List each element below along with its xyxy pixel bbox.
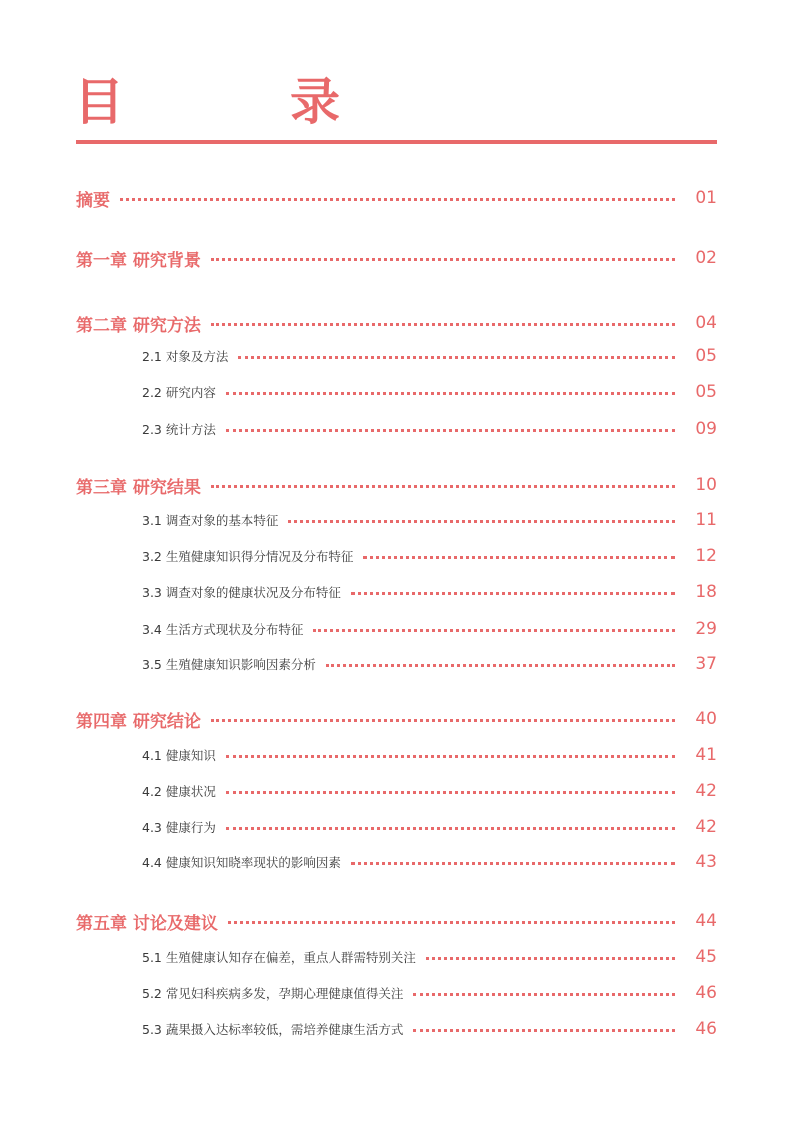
toc-page-number: 18 xyxy=(695,582,717,602)
toc-entry-label: 2.3 统计方法 xyxy=(142,422,216,437)
toc-entry-label: 第一章 研究背景 xyxy=(76,250,201,271)
toc-entry-label: 3.5 生殖健康知识影响因素分析 xyxy=(142,657,316,672)
toc-page-number: 02 xyxy=(695,248,717,268)
toc-entry-label: 4.3 健康行为 xyxy=(142,820,216,835)
toc-page-number: 01 xyxy=(695,188,717,208)
dot-leader xyxy=(211,719,675,722)
dot-leader xyxy=(351,862,675,865)
toc-entry-3-5[interactable] xyxy=(142,651,717,677)
dot-leader xyxy=(426,957,675,960)
dot-leader xyxy=(326,664,675,667)
toc-entry-chapter-4[interactable] xyxy=(76,706,717,732)
toc-page-number: 44 xyxy=(695,911,717,931)
toc-entry-3-3[interactable] xyxy=(142,579,717,605)
toc-page-number: 10 xyxy=(695,475,717,495)
toc-entry-chapter-5[interactable] xyxy=(76,908,717,934)
toc-entry-label: 第三章 研究结果 xyxy=(76,477,201,498)
toc-entry-label: 2.2 研究内容 xyxy=(142,385,216,400)
dot-leader xyxy=(226,755,675,758)
dot-leader xyxy=(226,392,675,395)
dot-leader xyxy=(413,993,675,996)
toc-entry-3-2[interactable] xyxy=(142,543,717,569)
toc-entry-3-1[interactable] xyxy=(142,507,717,533)
dot-leader xyxy=(120,198,675,201)
toc-page-number: 40 xyxy=(695,709,717,729)
toc-page-number: 04 xyxy=(695,313,717,333)
page-title: 目 录 xyxy=(74,73,398,131)
toc-entry-label: 5.3 蔬果摄入达标率较低，需培养健康生活方式 xyxy=(142,1022,404,1037)
toc-page-number: 41 xyxy=(695,745,717,765)
toc-page-number: 42 xyxy=(695,817,717,837)
toc-entry-4-2[interactable] xyxy=(142,778,717,804)
toc-entry-2-1[interactable] xyxy=(142,343,717,369)
toc-entry-4-3[interactable] xyxy=(142,814,717,840)
toc-entry-abstract[interactable] xyxy=(76,185,717,211)
toc-entry-label: 5.2 常见妇科疾病多发，孕期心理健康值得关注 xyxy=(142,986,404,1001)
toc-entry-label: 3.4 生活方式现状及分布特征 xyxy=(142,622,304,637)
toc-entry-3-4[interactable] xyxy=(142,616,717,642)
toc-entry-5-3[interactable] xyxy=(142,1016,717,1042)
toc-entry-5-1[interactable] xyxy=(142,944,717,970)
toc-entry-2-2[interactable] xyxy=(142,379,717,405)
toc-entry-5-2[interactable] xyxy=(142,980,717,1006)
toc-page-number: 11 xyxy=(695,510,717,530)
toc-entry-chapter-1[interactable] xyxy=(76,245,717,271)
toc-entry-chapter-2[interactable] xyxy=(76,310,717,336)
toc-entry-label: 4.2 健康状况 xyxy=(142,784,216,799)
toc-page-number: 43 xyxy=(695,852,717,872)
toc-entry-4-4[interactable] xyxy=(142,849,717,875)
toc-page-number: 37 xyxy=(695,654,717,674)
toc-page-number: 46 xyxy=(695,983,717,1003)
dot-leader xyxy=(351,592,675,595)
toc-entry-label: 4.4 健康知识知晓率现状的影响因素 xyxy=(142,855,341,870)
toc-page-number: 29 xyxy=(695,619,717,639)
toc-page-number: 12 xyxy=(695,546,717,566)
dot-leader xyxy=(226,791,675,794)
toc-entry-4-1[interactable] xyxy=(142,742,717,768)
dot-leader xyxy=(211,323,675,326)
dot-leader xyxy=(228,921,675,924)
toc-entry-label: 5.1 生殖健康认知存在偏差，重点人群需特别关注 xyxy=(142,950,416,965)
dot-leader xyxy=(413,1029,675,1032)
toc-entry-label: 3.3 调查对象的健康状况及分布特征 xyxy=(142,585,341,600)
dot-leader xyxy=(226,827,675,830)
toc-entry-label: 2.1 对象及方法 xyxy=(142,349,229,364)
dot-leader xyxy=(226,429,675,432)
dot-leader xyxy=(313,629,675,632)
toc-page-number: 09 xyxy=(695,419,717,439)
toc-page-number: 05 xyxy=(695,382,717,402)
toc-entry-label: 4.1 健康知识 xyxy=(142,748,216,763)
toc-page-number: 42 xyxy=(695,781,717,801)
dot-leader xyxy=(211,485,675,488)
toc-page-number: 45 xyxy=(695,947,717,967)
dot-leader xyxy=(288,520,675,523)
dot-leader xyxy=(211,258,675,261)
toc-entry-2-3[interactable] xyxy=(142,416,717,442)
toc-entry-label: 第五章 讨论及建议 xyxy=(76,913,218,934)
toc-page-number: 05 xyxy=(695,346,717,366)
toc-page-number: 46 xyxy=(695,1019,717,1039)
toc-entry-label: 3.2 生殖健康知识得分情况及分布特征 xyxy=(142,549,354,564)
title-divider xyxy=(76,140,717,144)
dot-leader xyxy=(238,356,675,359)
toc-entry-label: 3.1 调查对象的基本特征 xyxy=(142,513,279,528)
dot-leader xyxy=(363,556,675,559)
toc-entry-label: 第二章 研究方法 xyxy=(76,315,201,336)
toc-entry-label: 第四章 研究结论 xyxy=(76,711,201,732)
toc-entry-chapter-3[interactable] xyxy=(76,472,717,498)
toc-entry-label: 摘要 xyxy=(76,190,110,211)
